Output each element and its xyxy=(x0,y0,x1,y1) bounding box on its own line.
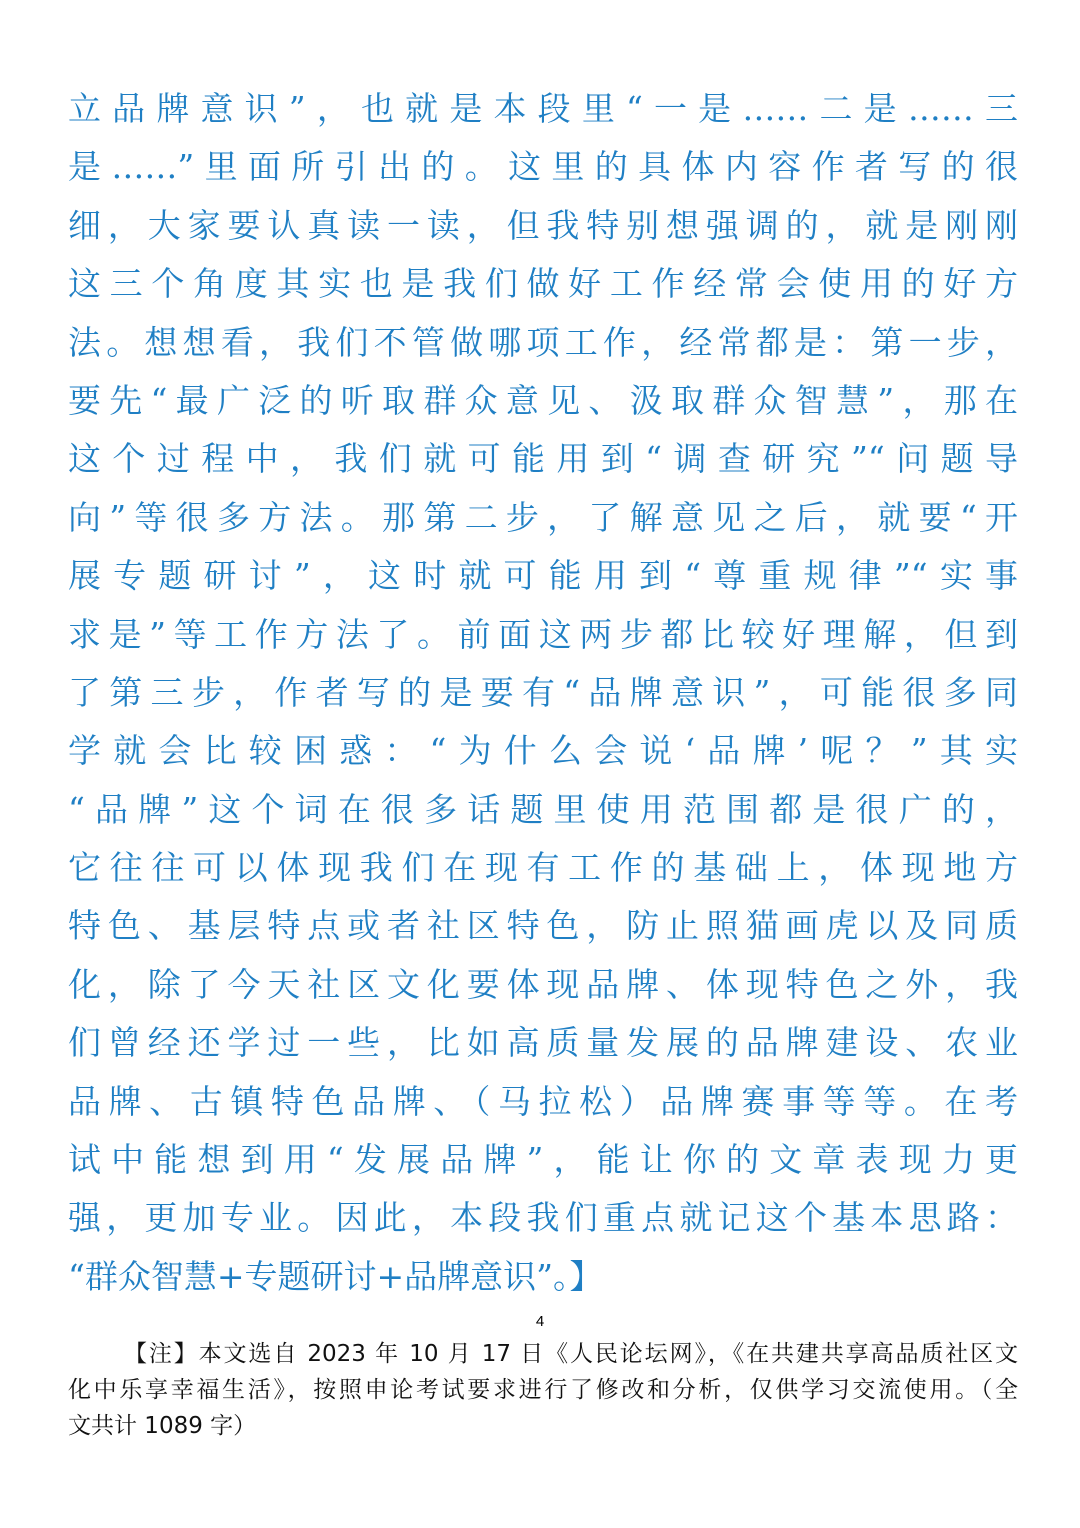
body-line: 特色、基层特点或者社区特色，防止照猫画虎以及同质 xyxy=(68,906,1018,946)
body-line: 了第三步，作者写的是要有“品牌意识”，可能很多同 xyxy=(68,672,1018,712)
body-line: 要先“最广泛的听取群众意见、汲取群众智慧”，那在 xyxy=(68,380,1018,420)
body-line: 是……”里面所引出的。这里的具体内容作者写的很 xyxy=(68,147,1018,187)
source-note xyxy=(68,1336,1018,1444)
body-line: 展专题研讨”，这时就可能用到“尊重规律”“实事 xyxy=(68,556,1018,596)
body-line: 化，除了今天社区文化要体现品牌、体现特色之外，我 xyxy=(68,964,1018,1004)
page-number: 4 xyxy=(535,1313,545,1330)
body-line: 试中能想到用“发展品牌”，能让你的文章表现力更 xyxy=(68,1140,1018,1180)
note-line: 化中乐享幸福生活》，按照申论考试要求进行了修改和分析，仅供学习交流使用。（全 xyxy=(68,1377,1018,1403)
body-line: 这三个角度其实也是我们做好工作经常会使用的好方 xyxy=(68,264,1018,304)
body-line: 品牌、古镇特色品牌、（马拉松）品牌赛事等等。在考 xyxy=(68,1081,1018,1121)
body-line: 法。想想看，我们不管做哪项工作，经常都是：第一步， xyxy=(68,322,1018,362)
body-line: “群众智慧+专题研讨+品牌意识”。】 xyxy=(68,1256,603,1296)
body-line: 们曾经还学过一些，比如高质量发展的品牌建设、农业 xyxy=(68,1023,1018,1063)
body-line: 细，大家要认真读一读，但我特别想强调的，就是刚刚 xyxy=(68,205,1018,245)
note-line: 【注】本文选自 2023 年 10 月 17 日《人民论坛网》，《在共建共享高品质社区文 xyxy=(124,1341,1018,1367)
body-line: 强，更加专业。因此，本段我们重点就记这个基本思路： xyxy=(68,1198,1018,1238)
body-line: 这个过程中，我们就可能用到“调查研究”“问题导 xyxy=(68,439,1018,479)
article-body xyxy=(68,80,1018,1306)
note-line: 文共计 1089 字） xyxy=(68,1413,257,1439)
body-line: 向”等很多方法。那第二步，了解意见之后，就要“开 xyxy=(68,497,1018,537)
body-line: 求是”等工作方法了。前面这两步都比较好理解，但到 xyxy=(68,614,1018,654)
body-line: 立品牌意识”，也就是本段里“一是……二是……三 xyxy=(68,89,1018,128)
body-line: 学就会比较困惑：“为什么会说‘品牌’呢？”其实 xyxy=(68,731,1018,771)
body-line: 它往往可以体现我们在现有工作的基础上，体现地方 xyxy=(68,848,1018,888)
body-line: “品牌”这个词在很多话题里使用范围都是很广的， xyxy=(68,789,1018,829)
